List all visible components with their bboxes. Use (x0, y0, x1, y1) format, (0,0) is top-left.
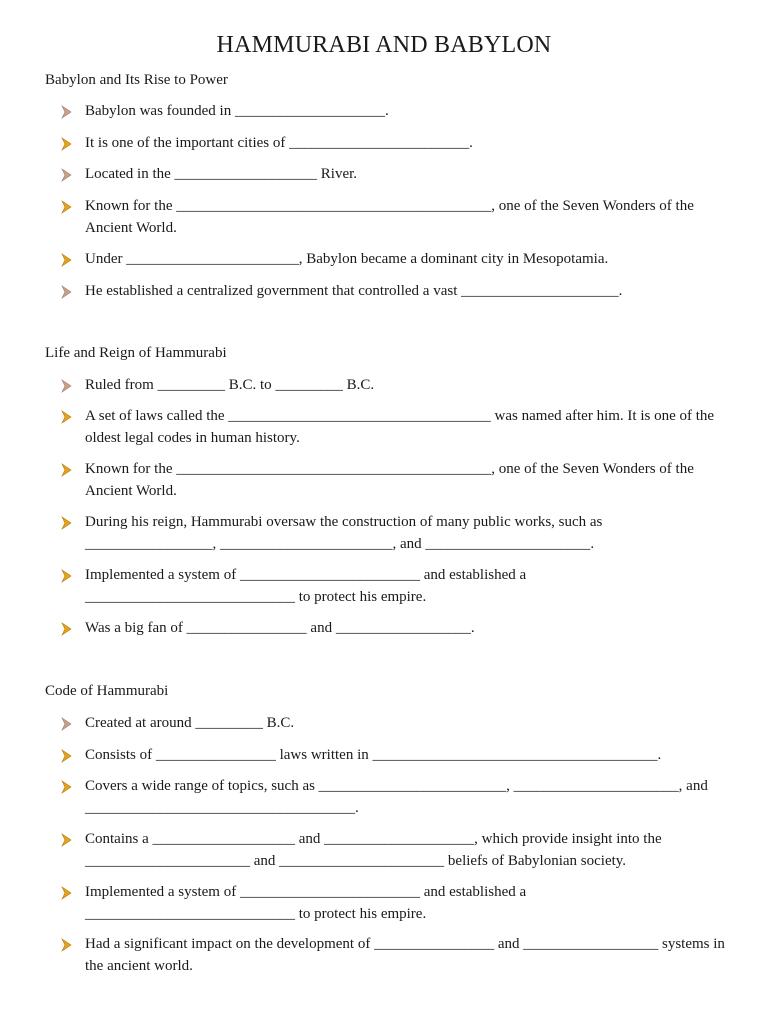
bullet-text: Located in the ___________________ River. (85, 166, 358, 182)
section-heading-hammurabi-reign: Life and Reign of Hammurabi (45, 345, 227, 361)
arrow-bullet-icon (60, 105, 74, 119)
bullet-text: Under _______________________, Babylon became a dominant city in Mesopotamia. (85, 251, 609, 267)
arrow-bullet-icon (60, 749, 74, 763)
list-item (85, 249, 735, 271)
arrow-bullet-icon (60, 516, 74, 530)
arrow-bullet-icon (60, 410, 74, 424)
arrow-bullet-icon (60, 938, 74, 952)
list-item (85, 281, 735, 303)
section-heading-code-of-hammurabi: Code of Hammurabi (45, 683, 169, 699)
arrow-bullet-icon (60, 622, 74, 636)
list-item (85, 776, 735, 819)
bullet-text: During his reign, Hammurabi oversaw the construction of many public works, such as _________________, _______________________, and ______________________. (85, 514, 603, 552)
section-heading-babylon-rise: Babylon and Its Rise to Power (45, 72, 228, 88)
list-item (85, 375, 735, 397)
list-item (85, 829, 735, 872)
arrow-bullet-icon (60, 253, 74, 267)
arrow-bullet-icon (60, 200, 74, 214)
arrow-bullet-icon (60, 717, 74, 731)
bullet-text: Was a big fan of ________________ and __________________. (85, 620, 475, 636)
bullet-text: It is one of the important cities of ________________________. (85, 135, 473, 151)
list-item (85, 406, 735, 449)
bullet-text: Known for the __________________________________________, one of the Seven Wonders of the Ancient World. (85, 198, 694, 236)
bullet-text: Created at around _________ B.C. (85, 715, 295, 731)
list-item (85, 133, 735, 155)
bullet-text: A set of laws called the ___________________________________ was named after him. It is one of the oldest legal codes in human history. (85, 408, 715, 446)
list-item (85, 565, 735, 608)
bullet-text: He established a centralized government that controlled a vast _____________________. (85, 283, 623, 299)
list-item (85, 164, 735, 186)
list-item (85, 618, 735, 640)
arrow-bullet-icon (60, 569, 74, 583)
page-title: HAMMURABI AND BABYLON (216, 32, 552, 58)
list-item (85, 459, 735, 502)
arrow-bullet-icon (60, 379, 74, 393)
arrow-bullet-icon (60, 463, 74, 477)
arrow-bullet-icon (60, 886, 74, 900)
bullet-text: Ruled from _________ B.C. to _________ B.C. (85, 377, 375, 393)
arrow-bullet-icon (60, 168, 74, 182)
arrow-bullet-icon (60, 285, 74, 299)
arrow-bullet-icon (60, 780, 74, 794)
list-item (85, 101, 735, 123)
arrow-bullet-icon (60, 833, 74, 847)
list-item (85, 512, 735, 555)
bullet-text: Contains a ___________________ and ____________________, which provide insight into the ______________________ and ______________________ beliefs of Babylonian society. (85, 831, 662, 869)
bullet-text: Implemented a system of ________________________ and established a ____________________________ to protect his empire. (85, 567, 527, 605)
bullet-text: Covers a wide range of topics, such as _________________________, ______________________, and ____________________________________. (85, 778, 708, 816)
arrow-bullet-icon (60, 137, 74, 151)
list-item (85, 745, 735, 767)
list-item (85, 934, 735, 977)
bullet-text: Known for the __________________________________________, one of the Seven Wonders of the Ancient World. (85, 461, 694, 499)
list-item (85, 196, 735, 239)
bullet-text: Babylon was founded in ____________________. (85, 103, 389, 119)
list-item (85, 713, 735, 735)
list-item (85, 882, 735, 925)
bullet-text: Implemented a system of ________________________ and established a ____________________________ to protect his empire. (85, 884, 527, 922)
bullet-text: Consists of ________________ laws written in ______________________________________. (85, 747, 662, 763)
bullet-text: Had a significant impact on the development of ________________ and __________________ systems in the ancient world. (85, 936, 725, 974)
